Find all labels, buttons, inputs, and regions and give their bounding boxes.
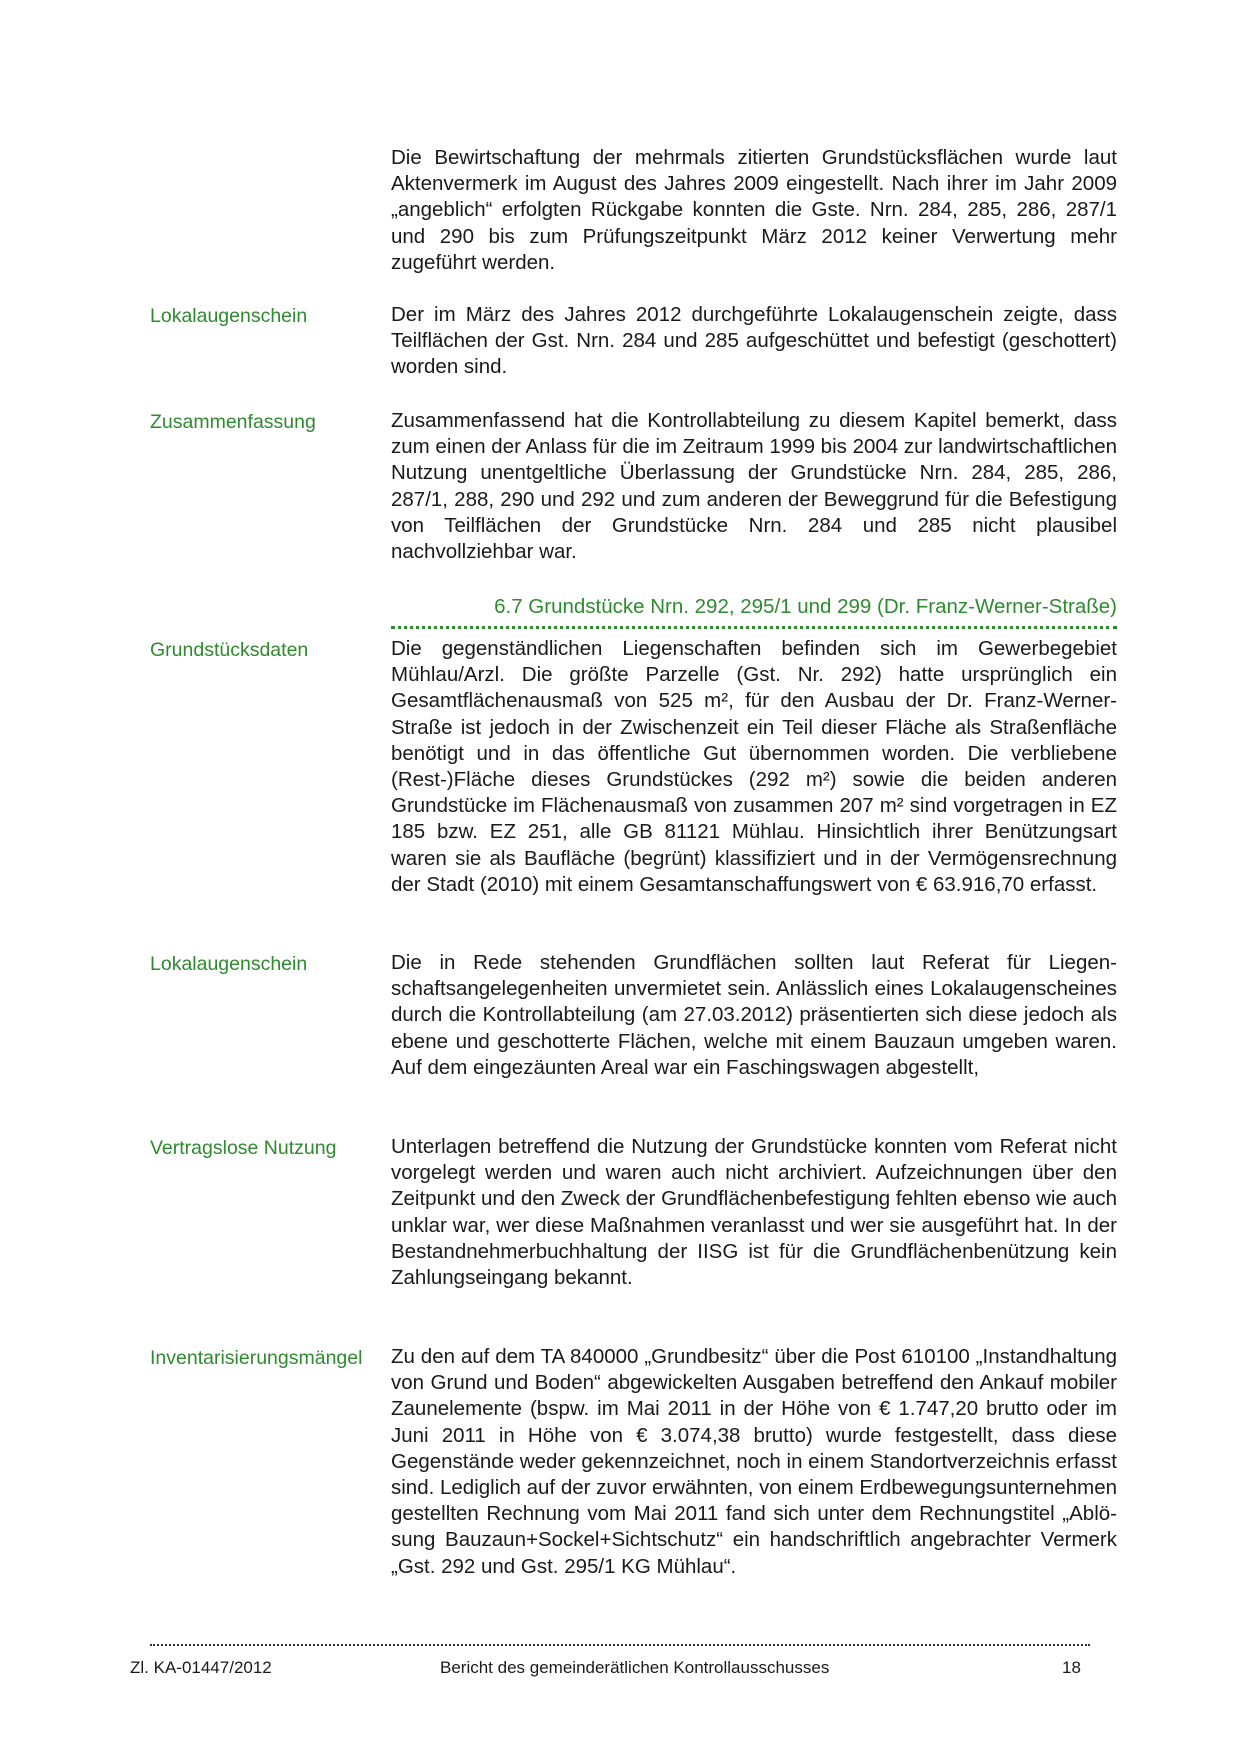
paragraph-lokalaugenschein-2: Die in Rede stehenden Grundflächen sollten laut Referat für Liegenschaftsangelegenheiten unvermietet sein. Anlässlich eines Lokalaugenscheines durch die Kontrollabteilung (am 27.03.2012) präsentierten sich diese jedoch als ebene und geschotterte Flächen, welche mit einem Bauzaun umgeben waren. Auf dem eingezäunten Areal war ein Faschingswagen abgestellt, bbox=[391, 951, 1117, 1079]
margin-label-grundstuecksdaten: Grundstücksdaten bbox=[150, 639, 309, 661]
section-heading-text: 6.7 Grundstücke Nrn. 292, 295/1 und 299 (Dr. Franz-Werner-Straße) bbox=[494, 595, 1117, 618]
section-heading bbox=[391, 593, 1117, 629]
margin-label-lokalaugenschein-1: Lokalaugenschein bbox=[150, 305, 308, 327]
margin-label-lokalaugenschein-2: Lokalaugenschein bbox=[150, 953, 308, 975]
footer-reference: Zl. KA-01447/2012 bbox=[130, 1658, 272, 1677]
paragraph-intro: Die Bewirtschaftung der mehrmals zitierten Grundstücksflächen wurde laut Aktenvermerk im August des Jahres 2009 eingestellt. Nach ihrer im Jahr 2009 „angeblich“ erfolgten Rückgabe konnten die Gste. Nrn. 284, 285, 286, 287/1 und 290 bis zum Prüfungszeitpunkt März 2012 keiner Verwertung mehr zugeführt werden. bbox=[391, 146, 1117, 274]
margin-label-vertragslose-nutzung: Vertragslose Nutzung bbox=[150, 1137, 337, 1159]
margin-label-inventarisierungsmaengel: Inventarisierungsmängel bbox=[150, 1347, 363, 1369]
paragraph-zusammenfassung: Zusammenfassend hat die Kontrollabteilung zu diesem Kapitel bemerkt, dass zum einen der Anlass für die im Zeitraum 1999 bis 2004 zur landwirtschaftlichen Nutzung unentgeltliche Überlassung der Grundstücke Nrn. 284, 285, 286, 287/1, 288, 290 und 292 und zum anderen der Beweggrund für die Befestigung von Teilflächen der Grundstücke Nrn. 284 und 285 nicht plausibel nachvollziehbar war. bbox=[391, 409, 1117, 564]
section-heading-rule bbox=[391, 626, 1117, 629]
footer-rule bbox=[150, 1644, 1090, 1646]
paragraph-lokalaugenschein-1: Der im März des Jahres 2012 durchgeführte Lokalaugenschein zeigte, dass Teilflächen der Gst. Nrn. 284 und 285 aufgeschüttet und befestigt (geschottert) worden sind. bbox=[391, 303, 1117, 379]
paragraph-inventarisierungsmaengel: Zu den auf dem TA 840000 „Grundbesitz“ über die Post 610100 „Instandhaltung von Grund und Boden“ abgewickelten Ausgaben betreffend den Ankauf mobiler Zaunelemente (bspw. im Mai 2011 in der Höhe von € 1.747,20 brutto oder im Juni 2011 in Höhe von € 3.074,38 brutto) wurde festgestellt, dass diese Gegenstände weder gekennzeichnet, noch in einem Standortverzeichnis erfasst sind. Lediglich auf der zuvor erwähnten, von einem Erdbewegungsunternehmen gestellten Rechnung vom Mai 2011 fand sich unter dem Rechnungstitel „Ablösung Bauzaun+Sockel+Sichtschutz“ ein handschriftlich angebrachter Vermerk „Gst. 292 und Gst. 295/1 KG Mühlau“. bbox=[391, 1345, 1117, 1578]
paragraph-grundstuecksdaten: Die gegenständlichen Liegenschaften befinden sich im Gewerbegebiet Mühlau/Arzl. Die größte Parzelle (Gst. Nr. 292) hatte ursprünglich ein Gesamtflächenausmaß von 525 m², für den Ausbau der Dr. Franz-Werner-Straße ist jedoch in der Zwischenzeit ein Teil dieser Fläche als Straßenfläche benötigt und in das öffentliche Gut übernommen worden. Die verbliebene (Rest-)Fläche dieses Grundstückes (292 m²) sowie die beiden anderen Grundstücke im Flächenausmaß von zusammen 207 m² sind vorgetragen in EZ 185 bzw. EZ 251, alle GB 81121 Mühlau. Hinsichtlich ihrer Benützungsart waren sie als Baufläche (begrünt) klassifiziert und in der Vermögensrechnung der Stadt (2010) mit einem Gesamtanschaffungswert von € 63.916,70 erfasst. bbox=[391, 637, 1117, 896]
footer-title: Bericht des gemeinderätlichen Kontrollausschusses bbox=[440, 1658, 830, 1677]
margin-label-zusammenfassung: Zusammenfassung bbox=[150, 411, 316, 433]
paragraph-vertragslose-nutzung: Unterlagen betreffend die Nutzung der Grundstücke konnten vom Referat nicht vorgelegt werden und waren auch nicht archiviert. Aufzeichnungen über den Zeitpunkt und den Zweck der Grundflächenbefestigung fehlten ebenso wie auch unklar war, wer diese Maßnahmen veranlasst und wer sie ausgeführt hat. In der Bestandnehmerbuchhaltung der IISG ist für die Grundflächenbenützung kein Zahlungseingang bekannt. bbox=[391, 1135, 1117, 1290]
footer-page-number: 18 bbox=[1062, 1658, 1081, 1677]
